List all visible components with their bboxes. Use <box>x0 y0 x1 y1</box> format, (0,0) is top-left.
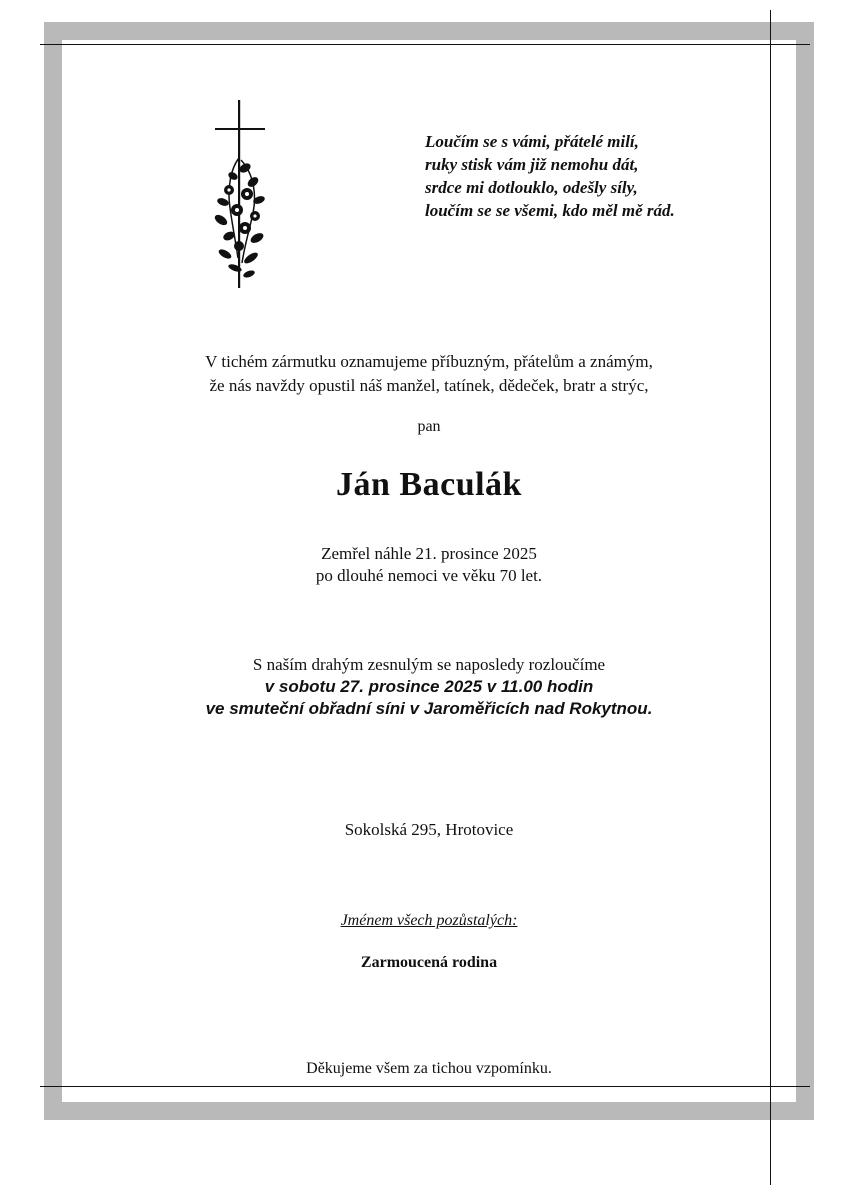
farewell-place: ve smuteční obřadní síni v Jaroměřicích nad Rokytnou. <box>205 699 653 718</box>
farewell-datetime: v sobotu 27. prosince 2025 v 11.00 hodin <box>264 677 594 696</box>
death-date: Zemřel náhle 21. prosince 2025 <box>321 544 537 563</box>
announcement-line: V tichém zármutku oznamujeme příbuzným, přátelům a známým, <box>205 352 653 371</box>
death-info <box>62 543 796 587</box>
title-word: pan <box>417 418 441 435</box>
farewell-ceremony <box>62 654 796 720</box>
verse-line: Loučím se s vámi, přátelé milí, <box>425 132 639 151</box>
on-behalf <box>62 912 796 930</box>
farewell-intro: S naším drahým zesnulým se naposledy rozloučíme <box>252 655 606 674</box>
announcement <box>62 350 796 398</box>
address: Sokolská 295, Hrotovice <box>344 820 514 839</box>
right-border-line <box>770 10 771 1185</box>
bottom-border-line <box>40 1086 810 1087</box>
verse-line: srdce mi dotlouklo, odešly síly, <box>425 178 638 197</box>
cross-with-flowers-icon <box>205 98 277 290</box>
thanks-note: Děkujeme všem za tichou vzpomínku. <box>306 1060 552 1077</box>
verse-line: ruky stisk vám již nemohu dát, <box>425 155 639 174</box>
announcement-line: že nás navždy opustil náš manžel, tatínek, dědeček, bratr a strýc, <box>209 376 649 395</box>
on-behalf-label: Jménem všech pozůstalých: <box>340 912 518 929</box>
family-signature: Zarmoucená rodina <box>360 954 498 971</box>
death-age: po dlouhé nemoci ve věku 70 let. <box>315 566 543 585</box>
deceased-name: Ján Baculák <box>336 466 522 503</box>
verse-line: loučím se se všemi, kdo měl mě rád. <box>425 201 675 220</box>
top-border-line <box>40 44 810 45</box>
farewell-verse <box>425 130 725 222</box>
